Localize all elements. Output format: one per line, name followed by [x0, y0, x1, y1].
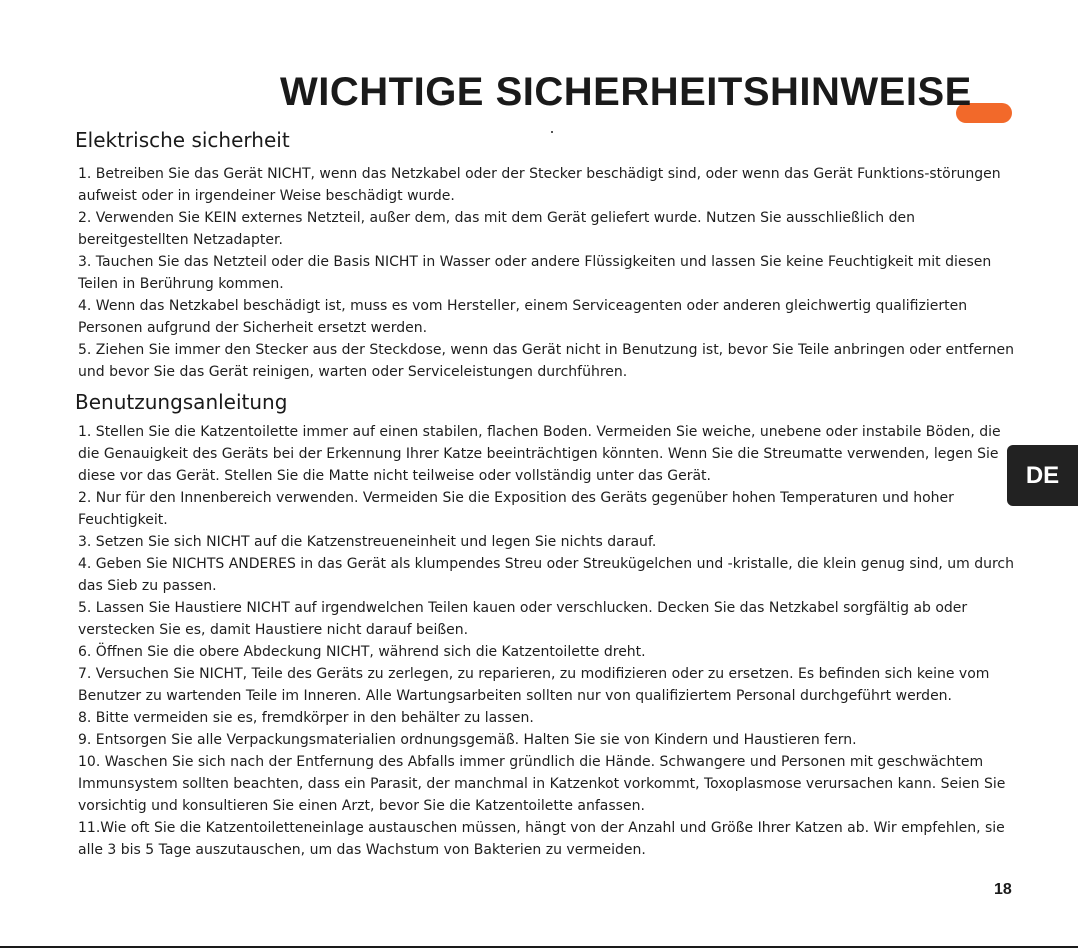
list-item: 7. Versuchen Sie NICHT, Teile des Geräts zu zerlegen, zu reparieren, zu modifizieren oder zu ersetzen. Es befinden sich keine vom Benutzer zu wartenden Teile im Inneren. Alle Wartungsarbeiten sollten nur von qualifiziertem Personal durchgeführt werden.	[78, 666, 990, 704]
list-item: 4. Geben Sie NICHTS ANDERES in das Gerät als klumpendes Streu oder Streukügelchen und -kristalle, die klein genug sind, um durch das Sieb zu passen.	[78, 556, 1014, 594]
section-heading-usage: Benutzungsanleitung	[75, 390, 288, 414]
list-item: 5. Ziehen Sie immer den Stecker aus der Steckdose, wenn das Gerät nicht in Benutzung ist, bevor Sie Teile anbringen oder entfernen und bevor Sie das Gerät reinigen, warten oder Serviceleistungen durchführen.	[78, 342, 1014, 380]
list-item: 4. Wenn das Netzkabel beschädigt ist, muss es vom Hersteller, einem Serviceagenten oder anderen gleichwertig qualifizierten Personen aufgrund der Sicherheit ersetzt werden.	[78, 298, 968, 336]
language-tab: DE	[1007, 445, 1078, 506]
section-heading-electrical: Elektrische sicherheit	[75, 128, 290, 152]
list-item: 6. Öffnen Sie die obere Abdeckung NICHT, während sich die Katzentoilette dreht.	[78, 644, 646, 660]
electrical-safety-list	[78, 163, 1018, 383]
list-item: 10. Waschen Sie sich nach der Entfernung des Abfalls immer gründlich die Hände. Schwangere und Personen mit geschwächtem Immunsystem sollten beachten, dass ein Parasit, der manchmal in Katzenkot vorkommt, Toxoplasmose verursachen kann. Seien Sie vorsichtig und konsultieren Sie einen Arzt, bevor Sie die Katzentoilette anfassen.	[78, 754, 1006, 814]
list-item: 1. Stellen Sie die Katzentoilette immer auf einen stabilen, flachen Boden. Vermeiden Sie weiche, unebene oder instabile Böden, die die Genauigkeit des Geräts bei der Erkennung Ihrer Katze beeinträchtigen könnten. Wenn Sie die Streumatte verwenden, legen Sie diese vor das Gerät. Stellen Sie die Matte nicht teilweise oder vollständig unter das Gerät.	[78, 424, 1001, 484]
list-item: 8. Bitte vermeiden sie es, fremdkörper in den behälter zu lassen.	[78, 710, 534, 726]
page-title: WICHTIGE SICHERHEITSHINWEISE	[280, 70, 972, 114]
bottom-rule	[0, 946, 1078, 948]
list-item: 11.Wie oft Sie die Katzentoiletteneinlage austauschen müssen, hängt von der Anzahl und Größe Ihrer Katzen ab. Wir empfehlen, sie alle 3 bis 5 Tage auszutauschen, um das Wachstum von Bakterien zu vermeiden.	[78, 820, 1005, 858]
list-item: 2. Nur für den Innenbereich verwenden. Vermeiden Sie die Exposition des Geräts gegenüber hohen Temperaturen und hoher Feuchtigkeit.	[78, 490, 954, 528]
stray-dot	[551, 131, 553, 133]
page-number: 18	[994, 881, 1012, 898]
list-item: 9. Entsorgen Sie alle Verpackungsmaterialien ordnungsgemäß. Halten Sie sie von Kindern und Haustieren fern.	[78, 732, 857, 748]
list-item: 3. Setzen Sie sich NICHT auf die Katzenstreueneinheit und legen Sie nichts darauf.	[78, 534, 657, 550]
list-item: 1. Betreiben Sie das Gerät NICHT, wenn das Netzkabel oder der Stecker beschädigt sind, oder wenn das Gerät Funktions-störungen aufweist oder in irgendeiner Weise beschädigt wurde.	[78, 166, 1001, 204]
list-item: 3. Tauchen Sie das Netzteil oder die Basis NICHT in Wasser oder andere Flüssigkeiten und lassen Sie keine Feuchtigkeit mit diesen Teilen in Berührung kommen.	[78, 254, 992, 292]
usage-instructions-list	[78, 421, 1018, 861]
list-item: 2. Verwenden Sie KEIN externes Netzteil, außer dem, das mit dem Gerät geliefert wurde. Nutzen Sie ausschließlich den bereitgestellten Netzadapter.	[78, 210, 915, 248]
list-item: 5. Lassen Sie Haustiere NICHT auf irgendwelchen Teilen kauen oder verschlucken. Decken Sie das Netzkabel sorgfältig ab oder verstecken Sie es, damit Haustiere nicht darauf beißen.	[78, 600, 968, 638]
